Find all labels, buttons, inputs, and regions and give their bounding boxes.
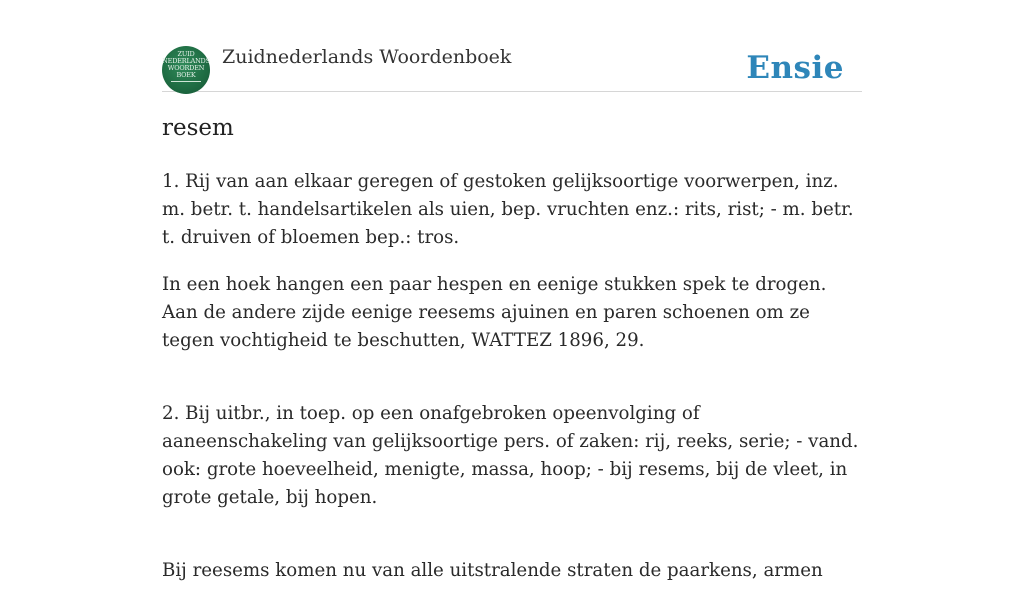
example-quote: Bij reesems komen nu van alle uitstralende straten de paarkens, armen (162, 560, 823, 581)
logo-text: BOEK (176, 71, 196, 79)
logo-rule (171, 81, 201, 82)
ensie-brand-link[interactable]: Ensie (746, 50, 844, 86)
definition-paragraph: 1. Rij van aan elkaar geregen of gestoken gelijksoortige voorwerpen, inz. m. betr. t. handelsartikelen als uien, bep. vruchten enz.: rits, rist; - m. betr. t. druiven of bloemen bep.: tros. (162, 171, 854, 248)
entry-title: resem (162, 115, 234, 141)
dictionary-logo[interactable] (162, 46, 210, 94)
logo-text: NEDERLANDS (162, 57, 210, 65)
definition-paragraph: 2. Bij uitbr., in toep. op een onafgebroken opeenvolging of aaneenschakeling van gelijksoortige pers. of zaken: rij, reeks, serie; - vand. ook: grote hoeveelheid, menigte, massa, hoop; - bij resems, bij de vleet, in grote getale, bij hopen. (162, 403, 859, 508)
site-header (162, 44, 862, 92)
example-quote: In een hoek hangen een paar hespen en eenige stukken spek te drogen. Aan de andere zijde eenige reesems ajuinen en paren schoenen om ze tegen vochtigheid te beschutten, WATTEZ 1896, 29. (162, 274, 827, 351)
logo-text: WOORDEN (167, 64, 205, 72)
spacer (162, 374, 862, 400)
logo-text: ZUID (177, 50, 195, 58)
site-name-link[interactable]: Zuidnederlands Woordenboek (222, 46, 512, 68)
spacer (162, 531, 862, 557)
entry-body (162, 168, 862, 604)
